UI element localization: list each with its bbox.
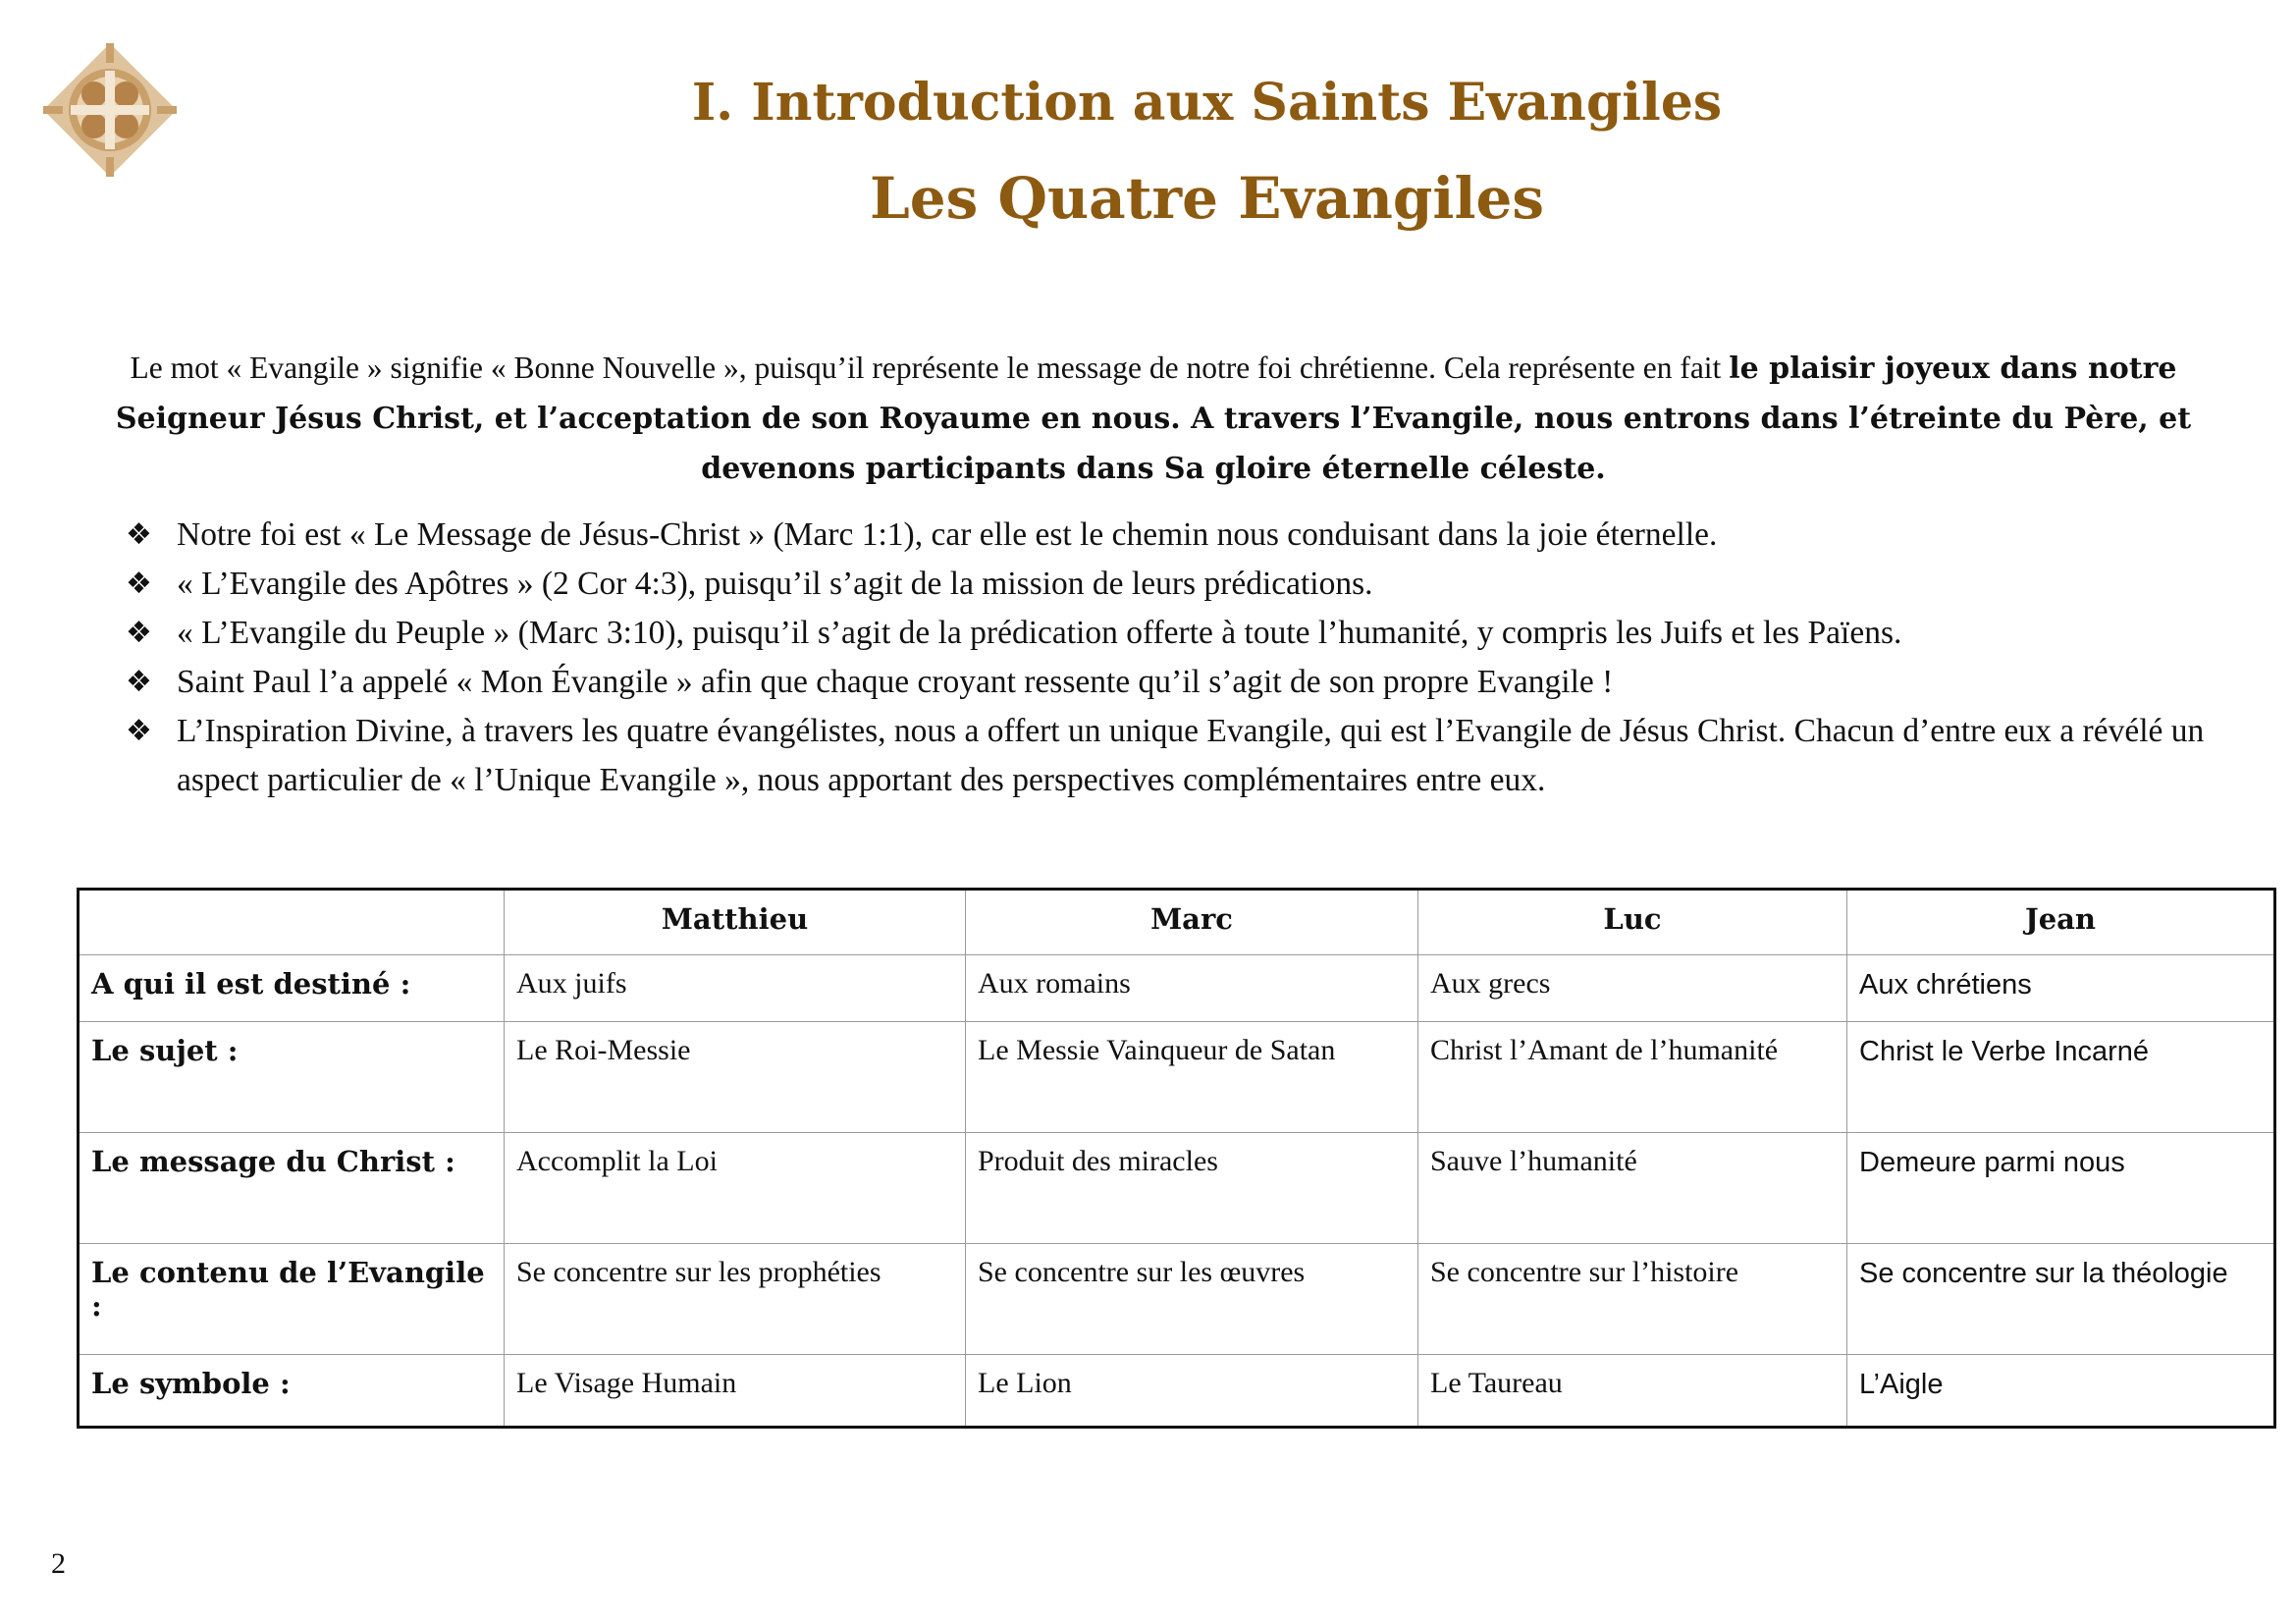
table-cell: Accomplit la Loi — [505, 1133, 966, 1244]
page-subtitle: Les Quatre Evangiles — [869, 165, 1545, 232]
page-title: I. Introduction aux Saints Evangiles — [691, 73, 1723, 133]
table-cell: Le Messie Vainqueur de Satan — [966, 1022, 1418, 1133]
intro-text: Le mot « Evangile » signifie « Bonne Nouvelle », puisqu’il représente le message de notre foi chrétienne. Cela représente en fait — [130, 351, 1730, 385]
table-cell: Christ l’Amant de l’humanité — [1418, 1022, 1847, 1133]
diamond-bullet-icon: ❖ — [126, 517, 152, 552]
table-cell: Le Taureau — [1418, 1355, 1847, 1428]
table-cell: Aux romains — [966, 955, 1418, 1022]
diamond-bullet-icon: ❖ — [126, 567, 152, 601]
table-cell: Christ le Verbe Incarné — [1847, 1022, 2275, 1133]
table-header-cell — [79, 890, 505, 955]
gospels-table — [77, 888, 2276, 1429]
row-label: Le sujet : — [79, 1022, 505, 1133]
list-item: ❖ Saint Paul l’a appelé « Mon Évangile » afin que chaque croyant ressente qu’il s’agit de son propre Evangile ! — [126, 658, 2236, 707]
table-cell: Demeure parmi nous — [1847, 1133, 2275, 1244]
list-item: ❖ L’Inspiration Divine, à travers les quatre évangélistes, nous a offert un unique Evangile, qui est l’Evangile de Jésus Christ. Chacun d’entre eux a révélé un aspect particulier de « l’Unique Evangile », nous apportant des perspectives complémentaires entre eux. — [126, 707, 2236, 805]
page-number: 2 — [51, 1547, 66, 1580]
bullet-list — [126, 511, 2236, 805]
table-row — [79, 1133, 2275, 1244]
diamond-bullet-icon: ❖ — [126, 665, 152, 699]
table-cell: Aux grecs — [1418, 955, 1847, 1022]
row-label: Le message du Christ : — [79, 1133, 505, 1244]
table-cell: Se concentre sur l’histoire — [1418, 1244, 1847, 1355]
table-row — [79, 955, 2275, 1022]
table-cell: Le Roi-Messie — [505, 1022, 966, 1133]
table-cell: Sauve l’humanité — [1418, 1133, 1847, 1244]
list-item: ❖ Notre foi est « Le Message de Jésus-Christ » (Marc 1:1), car elle est le chemin nous conduisant dans la joie éternelle. — [126, 511, 2236, 560]
diamond-bullet-icon: ❖ — [126, 714, 152, 748]
list-item: ❖ « L’Evangile du Peuple » (Marc 3:10), puisqu’il s’agit de la prédication offerte à toute l’humanité, y compris les Juifs et les Païens. — [126, 609, 2236, 658]
table-cell: Se concentre sur la théologie — [1847, 1244, 2275, 1355]
table-cell: Aux chrétiens — [1847, 955, 2275, 1022]
table-row — [79, 1244, 2275, 1355]
intro-paragraph — [88, 344, 2218, 494]
table-header-cell: Marc — [966, 890, 1418, 955]
table-cell: Le Visage Humain — [505, 1355, 966, 1428]
table-header-cell: Luc — [1418, 890, 1847, 955]
intro-bold-text: le plaisir joyeux dans notre Seigneur Jésus Christ, et l’acceptation de son Royaume en nous. A travers l’Evangile, nous entrons dans l’étreinte du Père, et devenons participants dans Sa gloire éternelle céleste. — [115, 352, 2192, 486]
table-cell: Se concentre sur les prophéties — [505, 1244, 966, 1355]
table-cell: Se concentre sur les œuvres — [966, 1244, 1418, 1355]
list-item: ❖ « L’Evangile des Apôtres » (2 Cor 4:3), puisqu’il s’agit de la mission de leurs prédications. — [126, 560, 2236, 609]
table-row — [79, 1355, 2275, 1428]
table-cell: Produit des miracles — [966, 1133, 1418, 1244]
table-cell: Le Lion — [966, 1355, 1418, 1428]
row-label: Le contenu de l’Evangile : — [79, 1244, 505, 1355]
table-cell: Aux juifs — [505, 955, 966, 1022]
table-cell: L’Aigle — [1847, 1355, 2275, 1428]
table-row — [79, 1022, 2275, 1133]
table-header-cell: Jean — [1847, 890, 2275, 955]
row-label: A qui il est destiné : — [79, 955, 505, 1022]
diamond-bullet-icon: ❖ — [126, 616, 152, 650]
row-label: Le symbole : — [79, 1355, 505, 1428]
table-header-cell: Matthieu — [505, 890, 966, 955]
table-header-row — [79, 890, 2275, 955]
